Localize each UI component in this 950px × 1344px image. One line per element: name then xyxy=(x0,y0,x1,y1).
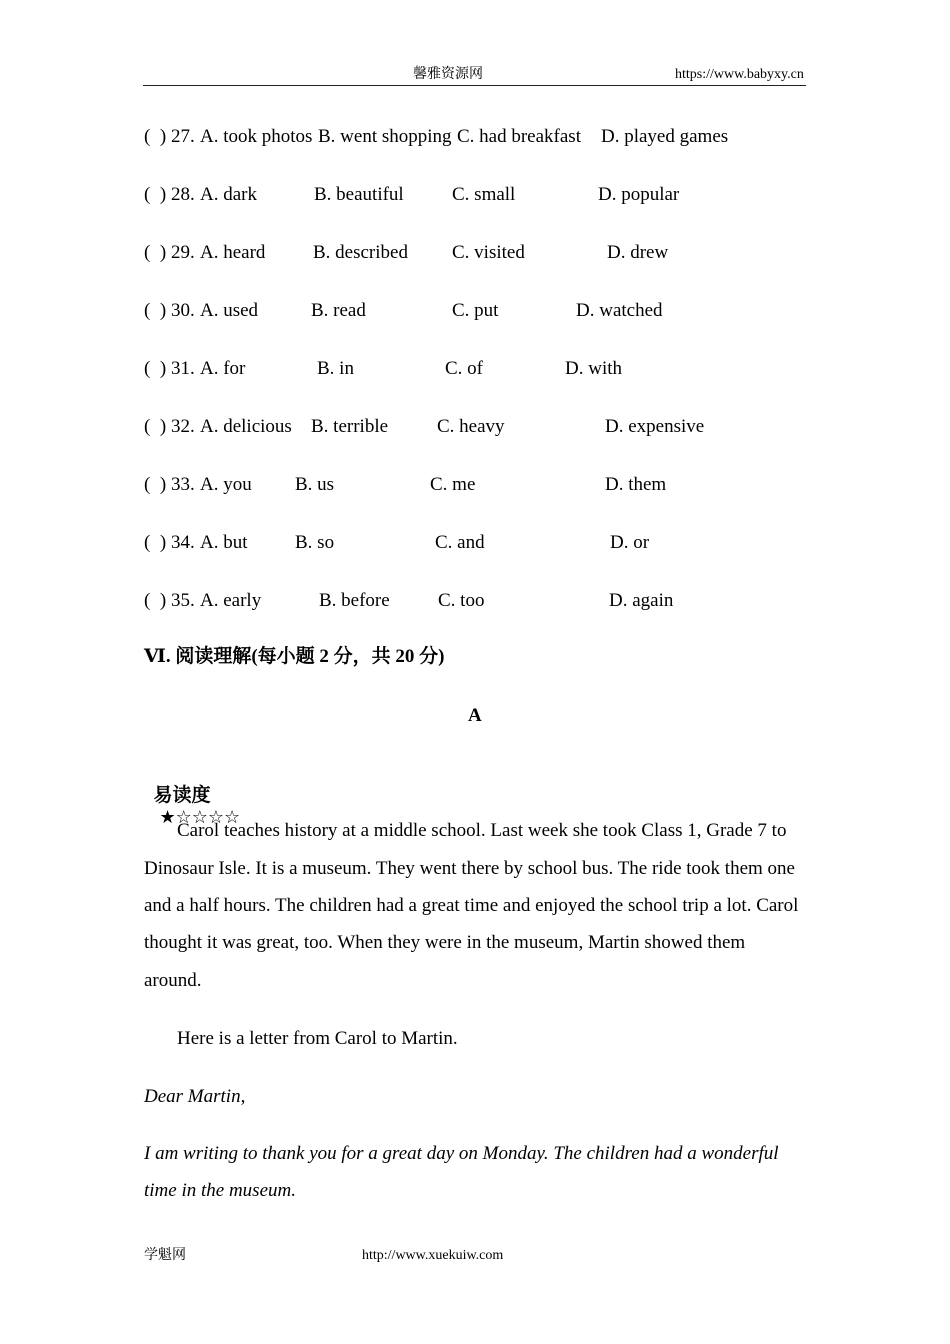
passage-line: Carol teaches history at a middle school. Last week she took Class 1, Grade 7 to xyxy=(177,820,787,841)
answer-bracket: ( ) xyxy=(144,590,167,611)
question-number: 30. xyxy=(171,300,195,321)
option-d: D. again xyxy=(609,590,674,611)
difficulty-label: 易读度 xyxy=(153,785,211,806)
question-number: 34. xyxy=(171,532,195,553)
section-title: Ⅵ. 阅读理解(每小题 2 分，共 20 分) xyxy=(144,646,445,667)
option-a: A. used xyxy=(200,300,259,321)
question-34 xyxy=(0,532,950,554)
question-number: 32. xyxy=(171,416,195,437)
option-b: B. so xyxy=(295,532,335,553)
answer-bracket: ( ) xyxy=(144,184,167,205)
question-31 xyxy=(0,358,950,380)
question-28 xyxy=(0,184,950,206)
question-number: 31. xyxy=(171,358,195,379)
option-c: C. of xyxy=(445,358,483,379)
option-b: B. terrible xyxy=(311,416,389,437)
difficulty-stars: ★☆☆☆☆ xyxy=(159,807,241,828)
option-c: C. me xyxy=(430,474,476,495)
option-c: C. too xyxy=(438,590,485,611)
option-c: C. had breakfast xyxy=(457,126,581,147)
option-a: A. heard xyxy=(200,242,266,263)
option-c: C. and xyxy=(435,532,485,553)
answer-bracket: ( ) xyxy=(144,300,167,321)
option-d: D. them xyxy=(605,474,667,495)
answer-bracket: ( ) xyxy=(144,416,167,437)
question-number: 33. xyxy=(171,474,195,495)
passage-line: around. xyxy=(144,970,202,991)
question-27 xyxy=(0,126,950,148)
question-30 xyxy=(0,300,950,322)
question-32 xyxy=(0,416,950,438)
passage-intro: Here is a letter from Carol to Martin. xyxy=(177,1028,458,1049)
question-33 xyxy=(0,474,950,496)
footer-site-name: 学魁网 xyxy=(144,1248,186,1263)
passage-line: Dinosaur Isle. It is a museum. They went there by school bus. The ride took them one xyxy=(144,858,795,879)
part-label: A xyxy=(468,705,482,726)
question-number: 35. xyxy=(171,590,195,611)
option-c: C. heavy xyxy=(437,416,505,437)
passage-line: and a half hours. The children had a great time and enjoyed the school trip a lot. Carol xyxy=(144,895,799,916)
passage-line: thought it was great, too. When they were in the museum, Martin showed them xyxy=(144,932,746,953)
answer-bracket: ( ) xyxy=(144,126,167,147)
option-d: D. played games xyxy=(601,126,729,147)
option-b: B. described xyxy=(313,242,408,263)
question-number: 27. xyxy=(171,126,195,147)
option-a: A. dark xyxy=(200,184,257,205)
option-d: D. drew xyxy=(607,242,669,263)
option-a: A. delicious xyxy=(200,416,292,437)
letter-line: I am writing to thank you for a great day on Monday. The children had a wonderful xyxy=(144,1143,779,1164)
header-site-name: 馨雅资源网 xyxy=(413,67,483,82)
answer-bracket: ( ) xyxy=(144,474,167,495)
option-d: D. popular xyxy=(598,184,680,205)
footer-url: http://www.xuekuiw.com xyxy=(362,1248,504,1263)
question-number: 29. xyxy=(171,242,195,263)
option-a: A. for xyxy=(200,358,246,379)
header-url: https://www.babyxy.cn xyxy=(675,67,804,82)
header-rule xyxy=(143,85,806,86)
option-a: A. but xyxy=(200,532,248,553)
option-d: D. expensive xyxy=(605,416,705,437)
option-c: C. small xyxy=(452,184,516,205)
answer-bracket: ( ) xyxy=(144,358,167,379)
option-d: D. with xyxy=(565,358,622,379)
option-a: A. took photos xyxy=(200,126,313,147)
option-c: C. put xyxy=(452,300,499,321)
option-b: B. read xyxy=(311,300,366,321)
letter-greeting: Dear Martin, xyxy=(144,1086,246,1107)
option-a: A. you xyxy=(200,474,252,495)
option-b: B. beautiful xyxy=(314,184,404,205)
option-d: D. or xyxy=(610,532,650,553)
answer-bracket: ( ) xyxy=(144,532,167,553)
option-b: B. went shopping xyxy=(318,126,452,147)
question-number: 28. xyxy=(171,184,195,205)
question-35 xyxy=(0,590,950,612)
option-c: C. visited xyxy=(452,242,525,263)
letter-line: time in the museum. xyxy=(144,1180,296,1201)
question-29 xyxy=(0,242,950,264)
option-d: D. watched xyxy=(576,300,663,321)
answer-bracket: ( ) xyxy=(144,242,167,263)
option-b: B. before xyxy=(319,590,390,611)
option-b: B. in xyxy=(317,358,354,379)
option-a: A. early xyxy=(200,590,262,611)
option-b: B. us xyxy=(295,474,335,495)
